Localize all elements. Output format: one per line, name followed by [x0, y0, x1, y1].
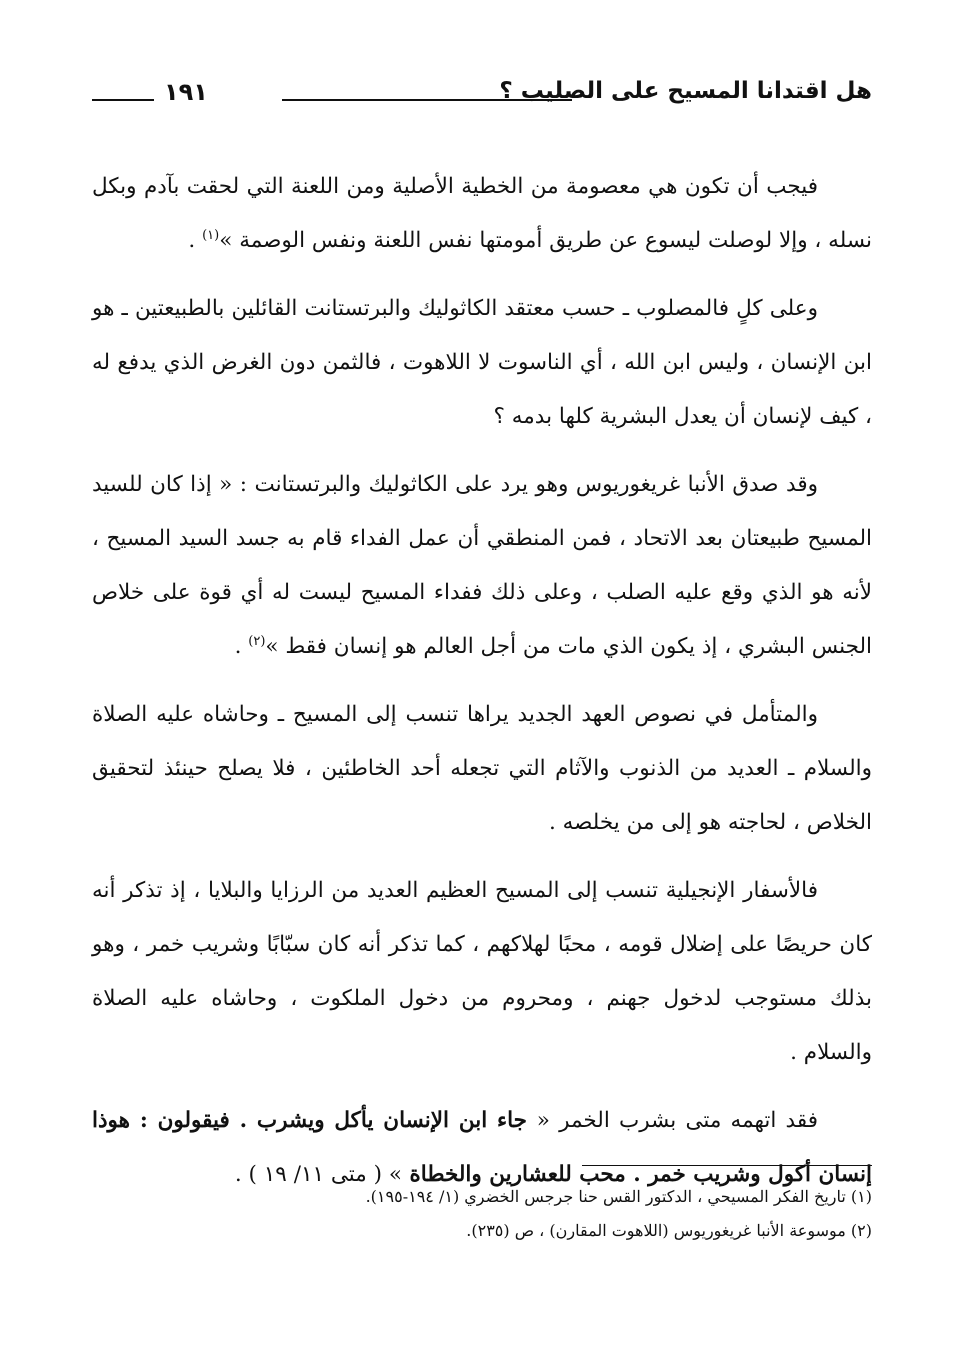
paragraph-1-text: فيجب أن تكون هي معصومة من الخطية الأصلية ومن اللعنة التي لحقت بآدم وبكل نسله ، وإلا لوصلت ليسوع عن طريق أمومتها نفس اللعنة ونفس الوصمة »	[92, 174, 872, 253]
paragraph-1-tail: .	[188, 228, 203, 253]
footnote-ref-1: (١)	[202, 227, 220, 243]
footnote-2: (٢) موسوعة الأنبا غريغوريوس (اللاهوت المقارن) ، ص (٢٣٥).	[466, 1221, 872, 1240]
paragraph-5-text: فالأسفار الإنجيلية تنسب إلى المسيح العظيم العديد من الرزايا والبلايا ، إذ تذكر أنه كان حريصًا على إضلال قومه ، محبًا لهلاكهم ، كما تذكر أنه كان سبّابًا وشريب خمر ، وهو بذلك مستوجب لدخول جهنم ، ومحروم من دخول الملكوت ، وحاشاه عليه الصلاة والسلام .	[92, 878, 872, 1065]
paragraph-3	[92, 458, 872, 674]
paragraph-4-text: والمتأمل في نصوص العهد الجديد يراها تنسب إلى المسيح ـ وحاشاه عليه الصلاة والسلام ـ العديد من الذنوب والآثام التي تجعله أحد الخاطئين ، فلا يصلح حينئذ لتحقيق الخلاص ، لحاجته هو إلى من يخلصه .	[92, 702, 872, 835]
footnote-ref-2: (٢)	[248, 633, 266, 649]
paragraph-1	[92, 160, 872, 268]
paragraph-6-lead: فقد اتهمه متى بشرب الخمر «	[536, 1108, 818, 1133]
footnote-1: (١) تاريخ الفكر المسيحي ، الدكتور القس حنا جرجس الخضري (١/ ١٩٤-١٩٥).	[365, 1187, 872, 1206]
paragraph-6-citation: » ( متى ١١/ ١٩ ) .	[234, 1162, 403, 1187]
paragraph-2-text: وعلى كلٍ فالمصلوب ـ حسب معتقد الكاثوليك والبرتستانت القائلين بالطبيعتين ـ هو ابن الإنسان ، وليس ابن الله ، أي الناسوت لا اللاهوت ، فالثمن دون الغرض الذي يدفع له ، كيف لإنسان أن يعدل البشرية كلها بدمه ؟	[92, 296, 872, 429]
paragraph-4	[92, 688, 872, 850]
matthew-quote: جاء ابن الإنسان يأكل ويشرب . فيقولون : هوذا إنسان أكول وشريب خمر . محب للعشارين والخطاة	[92, 1108, 872, 1187]
header-rule-long	[282, 99, 572, 101]
paragraph-3-tail: .	[234, 634, 249, 659]
footnotes	[92, 1180, 872, 1248]
page-number: ١٩١	[164, 78, 208, 106]
paragraph-2	[92, 282, 872, 444]
paragraph-3-text: وقد صدق الأنبا غريغوريوس وهو يرد على الكاثوليك والبرتستانت : « إذا كان للسيد المسيح طبيعتان بعد الاتحاد ، فمن المنطقي أن عمل الفداء قام به جسد السيد المسيح ، لأنه هو الذي وقع عليه الصلب ، وعلى ذلك ففداء المسيح ليست له أي قوة على خلاص الجنس البشري ، إذ يكون الذي مات من أجل العالم هو إنسان فقط »	[92, 472, 872, 659]
running-title: هل اقتدانا المسيح على الصليب ؟	[499, 78, 872, 104]
footnote-separator	[582, 1165, 872, 1166]
header-rule-short	[92, 99, 154, 101]
running-header	[92, 74, 872, 114]
body-text	[92, 160, 872, 1216]
paragraph-5	[92, 864, 872, 1080]
